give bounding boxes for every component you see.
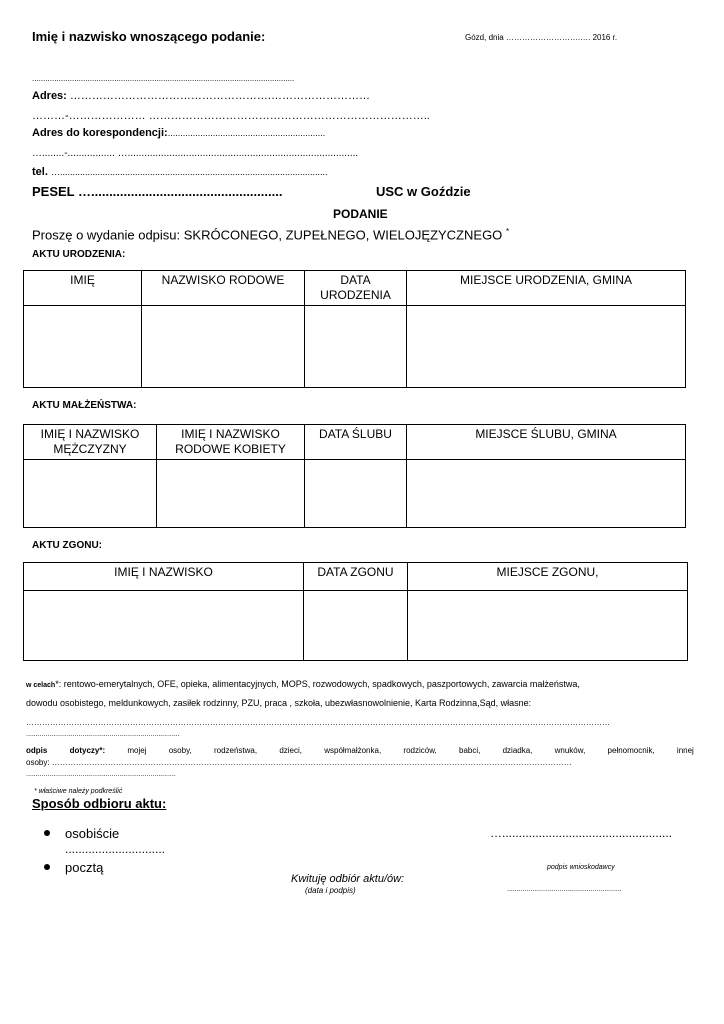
marriage-col-date: DATA ŚLUBU (305, 425, 407, 460)
tel-row[interactable] (32, 166, 328, 178)
birth-col-name: IMIĘ (24, 271, 142, 306)
correspondence-dots[interactable]: ............................................................... (167, 128, 326, 138)
request-marker: * (505, 227, 510, 236)
birth-family-name-cell[interactable] (142, 306, 305, 388)
birth-col-family-name: NAZWISKO RODOWE (142, 271, 305, 306)
receipt-sub: (data i podpis) (305, 886, 356, 895)
purpose-label: w celach (26, 682, 56, 689)
marriage-col-woman: IMIĘ I NAZWISKO RODOWE KOBIETY (157, 425, 305, 460)
purpose-dots-1[interactable]: ………………………………………………………………………………………………………………………………………………………………………………………………… (26, 718, 610, 727)
death-name-cell[interactable] (24, 591, 304, 661)
marriage-woman-cell[interactable] (157, 460, 305, 528)
concerns-line-1[interactable] (26, 746, 694, 755)
address-dots[interactable]: ……………………………………………….……………………… (69, 90, 370, 102)
concerns-w4[interactable]: rodzeństwa, (213, 746, 258, 755)
concerns-w2[interactable]: mojej (127, 746, 147, 755)
correspondence-label: Adres do korespondencji: (32, 127, 168, 139)
footnote: * właściwe należy podkreślić (34, 788, 123, 795)
address-label: Adres: (32, 90, 67, 102)
pickup-heading: Sposób odbioru aktu: (32, 796, 167, 811)
applicant-name-dots[interactable]: ...................................................................................................................... (32, 74, 295, 83)
concerns-line-2[interactable]: osoby: …………………………………………………………………………………………………………………………………………………………………………… (26, 758, 572, 767)
pickup-option-personal[interactable]: osobiście (65, 826, 120, 841)
marriage-table (23, 424, 686, 528)
concerns-dots[interactable]: ............................................................................. (26, 771, 176, 778)
death-col-date: DATA ZGONU (304, 563, 408, 591)
pesel-row[interactable] (32, 184, 282, 199)
request-text: Proszę o wydanie odpisu: SKRÓCONEGO, ZUPEŁNEGO, WIELOJĘZYCZNEGO (32, 227, 503, 243)
death-col-name: IMIĘ I NAZWISKO (24, 563, 304, 591)
concerns-w5[interactable]: dzieci, (279, 746, 303, 755)
tel-dots[interactable]: …........................................................................................................... (50, 167, 328, 177)
birth-date-cell[interactable] (305, 306, 407, 388)
address-line-2[interactable]: ………-………………… ………………………………………………………………….. (32, 110, 430, 122)
marriage-date-cell[interactable] (305, 460, 407, 528)
signature-label: podpis wnioskodawcy (547, 864, 615, 871)
marriage-header-row (24, 425, 686, 460)
concerns-w1: dotyczy*: (69, 746, 106, 755)
death-col-place: MIEJSCE ZGONU, (408, 563, 688, 591)
death-header-row (24, 563, 688, 591)
concerns-w6[interactable]: współmałżonka, (324, 746, 382, 755)
correspondence-row[interactable] (32, 127, 325, 139)
receipt-dots[interactable]: ........................................................... (507, 886, 622, 893)
office-name: USC w Goździe (376, 184, 471, 199)
marriage-man-cell[interactable] (24, 460, 157, 528)
marriage-col-place: MIEJSCE ŚLUBU, GMINA (407, 425, 686, 460)
concerns-w3[interactable]: osoby, (168, 746, 192, 755)
concerns-w0: odpis (26, 746, 48, 755)
request-text-row (32, 227, 509, 242)
request-title: PODANIE (333, 207, 388, 221)
pickup-option-personal-dots[interactable]: …................................................... (490, 826, 673, 840)
concerns-w8[interactable]: babci, (459, 746, 481, 755)
birth-col-date: DATA URODZENIA (305, 271, 407, 306)
concerns-w12[interactable]: innej (676, 746, 694, 755)
birth-entry-row[interactable] (24, 306, 686, 388)
concerns-w9[interactable]: dziadka, (502, 746, 533, 755)
pickup-option-personal-line-2[interactable]: .............................. (65, 842, 166, 856)
receipt-label: Kwituję odbiór aktu/ów: (291, 873, 405, 885)
birth-header-row (24, 271, 686, 306)
death-place-cell[interactable] (408, 591, 688, 661)
marriage-place-cell[interactable] (407, 460, 686, 528)
concerns-w10[interactable]: wnuków, (554, 746, 586, 755)
birth-col-place: MIEJSCE URODZENIA, GMINA (407, 271, 686, 306)
bullet-icon (44, 830, 50, 836)
pesel-dots[interactable]: …..................................................... (78, 184, 283, 199)
birth-heading: AKTU URODZENIA: (32, 249, 126, 260)
bullet-icon (44, 864, 50, 870)
applicant-name-label: Imię i nazwisko wnoszącego podanie: (32, 29, 266, 44)
marriage-col-man: IMIĘ I NAZWISKO MĘŻCZYZNY (24, 425, 157, 460)
birth-table (23, 270, 686, 388)
birth-name-cell[interactable] (24, 306, 142, 388)
death-date-cell[interactable] (304, 591, 408, 661)
birth-place-cell[interactable] (407, 306, 686, 388)
correspondence-line-2[interactable]: …........-................. …................................................................................... (32, 148, 359, 159)
concerns-w11[interactable]: pełnomocnik, (607, 746, 655, 755)
purpose-options-1[interactable]: *: rentowo-emerytalnych, OFE, opieka, alimentacyjnych, MOPS, rozwodowych, spadkowych, paszportowych, zawarcia małżeństwa, (55, 679, 580, 689)
purpose-line-1[interactable] (26, 679, 580, 689)
marriage-entry-row[interactable] (24, 460, 686, 528)
concerns-w7[interactable]: rodziców, (403, 746, 437, 755)
death-entry-row[interactable] (24, 591, 688, 661)
death-table (23, 562, 688, 661)
death-heading: AKTU ZGONU: (32, 540, 102, 551)
marriage-heading: AKTU MAŁŻEŃSTWA: (32, 400, 137, 411)
pesel-label: PESEL (32, 184, 75, 199)
pickup-option-post[interactable]: pocztą (65, 860, 104, 875)
purpose-dots-2[interactable]: ............................................................................... (26, 731, 180, 738)
date-line[interactable]: Gózd, dnia ……………………….…. 2016 r. (465, 33, 618, 42)
address-row[interactable] (32, 90, 370, 102)
purpose-options-2[interactable]: dowodu osobistego, meldunkowych, zasiłek rodzinny, PZU, praca , szkoła, ubezwłasnowolnienie, Karta Rodzinna,Sąd, własne: (26, 698, 532, 708)
tel-label: tel. (32, 166, 48, 178)
